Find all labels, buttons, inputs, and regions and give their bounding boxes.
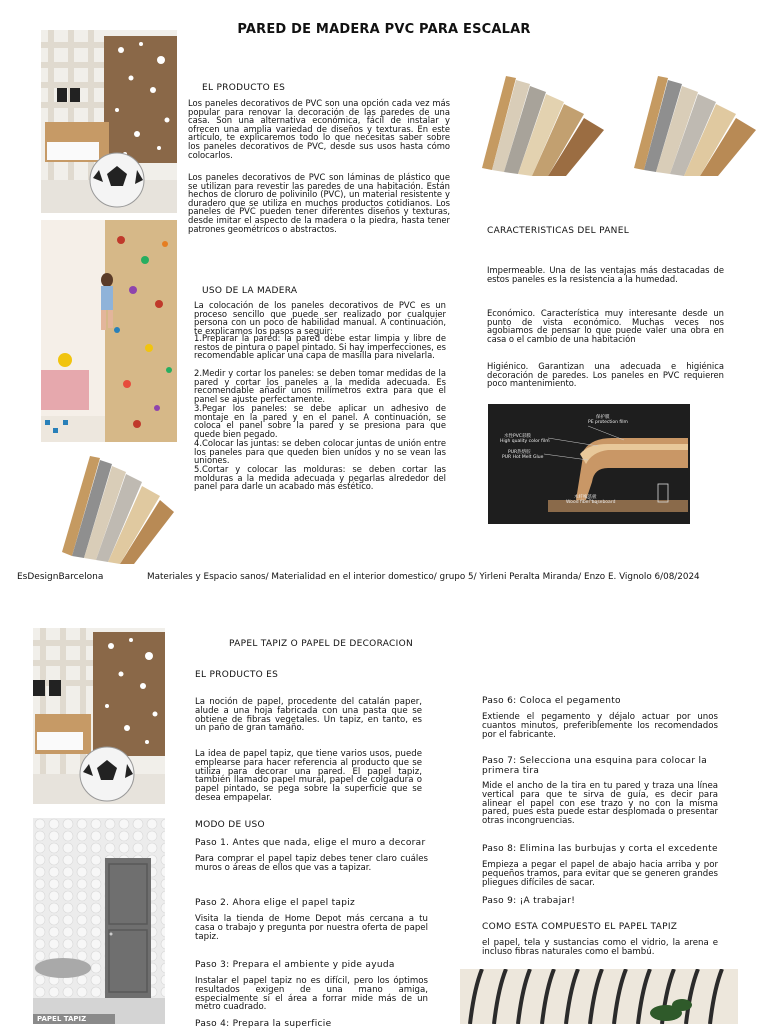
diagram-label-glue: PUR Hot Melt Glue [502,455,544,460]
diagram-label-board-cn: 木纤维基板 [574,495,597,500]
paso-2-title: Paso 2. Ahora elige el papel tapiz [195,898,356,908]
uso-step-5: 5.Cortar y colocar las molduras: se deben cortar las molduras a la medida adecuada y pegarlas alrededor del panel para darle un acabado más estético. [194,464,446,492]
uso-step-1: 1.Preparar la pared: la pared debe estar limpia y libre de restos de pintura o papel pintado. Si hay imperfecciones, es recomendable aplicar una capa de masilla para nivelarla. [194,333,446,361]
diagram-label-pe: PE protection film [588,420,628,425]
paso-8-title: Paso 8: Elimina las burbujas y corta el excedente [482,844,718,854]
paso-7-title: Paso 7: Selecciona una esquina para colocar la primera tira [482,756,708,776]
producto-paragraph-2: Los paneles decorativos de PVC son láminas de plástico que se utilizan para revestir las paredes de una habitación. Están hechos de cloruro de polivinilo (PVC), un material resistente y duradero que se utiliza en muchos productos cotidianos. Los paneles de PVC pueden tener diferentes diseños y texturas, desde imitar el aspecto de la madera o la piedra, hasta tener patrones geométricos o abstractos. [188,172,450,234]
paso-1-text: Para comprar el papel tapiz debes tener claro cuáles muros o áreas de ellos que vas a tapizar. [195,854,428,873]
diagram-label-pe-cn: 保护膜 [596,415,610,420]
page2-producto-paragraph-2: La idea de papel tapiz, que tiene varios usos, puede emplearse para hacer referencia al producto que se utiliza para decorar una pared. El papel tapiz, también llamado papel mural, papel de colgadura o papel pintado, se pega sobre la superficie que se desea empapelar. [195,749,422,803]
uso-intro: La colocación de los paneles decorativos de PVC es un proceso sencillo que puede ser realizado por cualquier persona con un poco de habilidad manual. A continuación, te explicamos los pasos a seguir: [194,300,446,336]
wood-panel-samples-right-1 [478,72,612,176]
wallpaper-pattern-photo [460,969,738,1024]
compuesto-heading: COMO ESTA COMPUESTO EL PAPEL TAPIZ [482,922,678,932]
diagram-label-film-cn: 水性PVC彩膜 [504,434,531,439]
paso-4-title: Paso 4: Prepara la superficie [195,1019,332,1029]
page1-title: PARED DE MADERA PVC PARA ESCALAR [237,22,531,37]
uso-step-3: 3.Pegar los paneles: se debe aplicar un adhesivo de montaje en la pared y en el panel. A continuación, se coloca el panel sobre la pared y se presiona para que quede bien pegado. [194,403,446,439]
paso-3-title: Paso 3: Prepara el ambiente y pide ayuda [195,960,395,970]
wallpaper-room-photo [33,818,165,1024]
caracteristica-economico: Económico. Característica muy interesante desde un punto de vista económico. Muchas veces nos agobiamos de pensar lo que puede valer una obra en casa o el cambio de una habitación [487,308,724,344]
diagram-label-board: Wood fiber baseboard [566,500,616,505]
uso-step-4: 4.Colocar las juntas: se deben colocar juntas de unión entre los paneles para que queden bien unidos y no se vean las uniones. [194,438,446,466]
page2-title: PAPEL TAPIZ O PAPEL DE DECORACION [229,639,414,649]
modo-uso-heading: MODO DE USO [195,820,265,830]
caracteristicas-heading: CARACTERISTICAS DEL PANEL [487,226,630,236]
bedroom-photo [41,30,177,213]
wood-panel-samples-left [42,452,176,564]
paso-7-text: Mide el ancho de la tira en tu pared y traza una línea vertical para que te sirva de guía, es decir para alinear el papel con ese trazo y no con la misma pared, pues esta puede estar desplomada o presentar otras incongruencias. [482,781,718,827]
producto-heading: EL PRODUCTO ES [202,83,286,93]
diagram-label-glue-cn: PUR热熔胶 [508,450,531,455]
page2-producto-heading: EL PRODUCTO ES [195,670,279,680]
paso-6-text: Extiende el pegamento y déjalo actuar por unos cuantos minutos, preferiblemente los recomendados por el fabricante. [482,712,718,740]
caracteristica-impermeable: Impermeable. Una de las ventajas más destacadas de estos paneles es la resistencia a la humedad. [487,265,724,284]
producto-paragraph-1: Los paneles decorativos de PVC son una opción cada vez más popular para renovar la decoración de las paredes de una casa. Son una alternativa económica, fácil de instalar y ofrecen una amplia variedad de diseños y texturas. En este artículo, te explicaremos todo lo que necesitas saber sobre los paneles decorativos de PVC, desde sus usos hasta cómo colocarlos. [188,98,450,160]
uso-heading: USO DE LA MADERA [202,286,298,296]
wood-panel-samples-right-2 [630,72,764,176]
paso-9-title: Paso 9: ¡A trabajar! [482,896,576,906]
page2-producto-paragraph-1: La noción de papel, procedente del catalán paper, alude a una hoja fabricada con una pasta que se obtiene de fibras vegetales. Un tapiz, en tanto, es un paño de gran tamaño. [195,697,422,734]
panel-layers-diagram [488,404,690,524]
paso-3-text: Instalar el papel tapiz no es difícil, pero los óptimos resultados exigen de una mano amiga, especialmente si el área a forrar mide más de un metro cuadrado. [195,976,428,1013]
papel-tapiz-badge: PAPEL TAPIZ [37,1015,87,1023]
paso-8-text: Empieza a pegar el papel de abajo hacia arriba y por pequeños tramos, para evitar que se generen grandes pliegues difíciles de sacar. [482,860,718,888]
footer-credits: Materiales y Espacio sanos/ Materialidad en el interior domestico/ grupo 5/ Yirleni Peralta Miranda/ Enzo E. Vignolo 6/08/2024 [147,572,700,582]
climbing-wall-photo [41,220,177,442]
caracteristica-higienico: Higiénico. Garantizan una adecuada e higiénica decoración de paredes. Los paneles en PVC requieren poco mantenimiento. [487,361,724,389]
footer-brand: EsDesignBarcelona [17,572,104,582]
diagram-label-film: High quality color film [500,439,550,444]
paso-1-title: Paso 1. Antes que nada, elige el muro a decorar [195,838,426,848]
compuesto-text: el papel, tela y sustancias como el vidrio, la arena e incluso fibras naturales como el bambú. [482,938,718,957]
paso-6-title: Paso 6: Coloca el pegamento [482,696,621,706]
paso-2-text: Visita la tienda de Home Depot más cercana a tu casa o trabajo y pregunta por nuestra oferta de papel tapiz. [195,914,428,942]
uso-step-2: 2.Medir y cortar los paneles: se deben tomar medidas de la pared y cortar los paneles a la medida adecuada. Es recomendable añadir unos milímetros extra para que el panel se ajuste perfectamente. [194,368,446,404]
bedroom-photo-2 [33,628,165,804]
